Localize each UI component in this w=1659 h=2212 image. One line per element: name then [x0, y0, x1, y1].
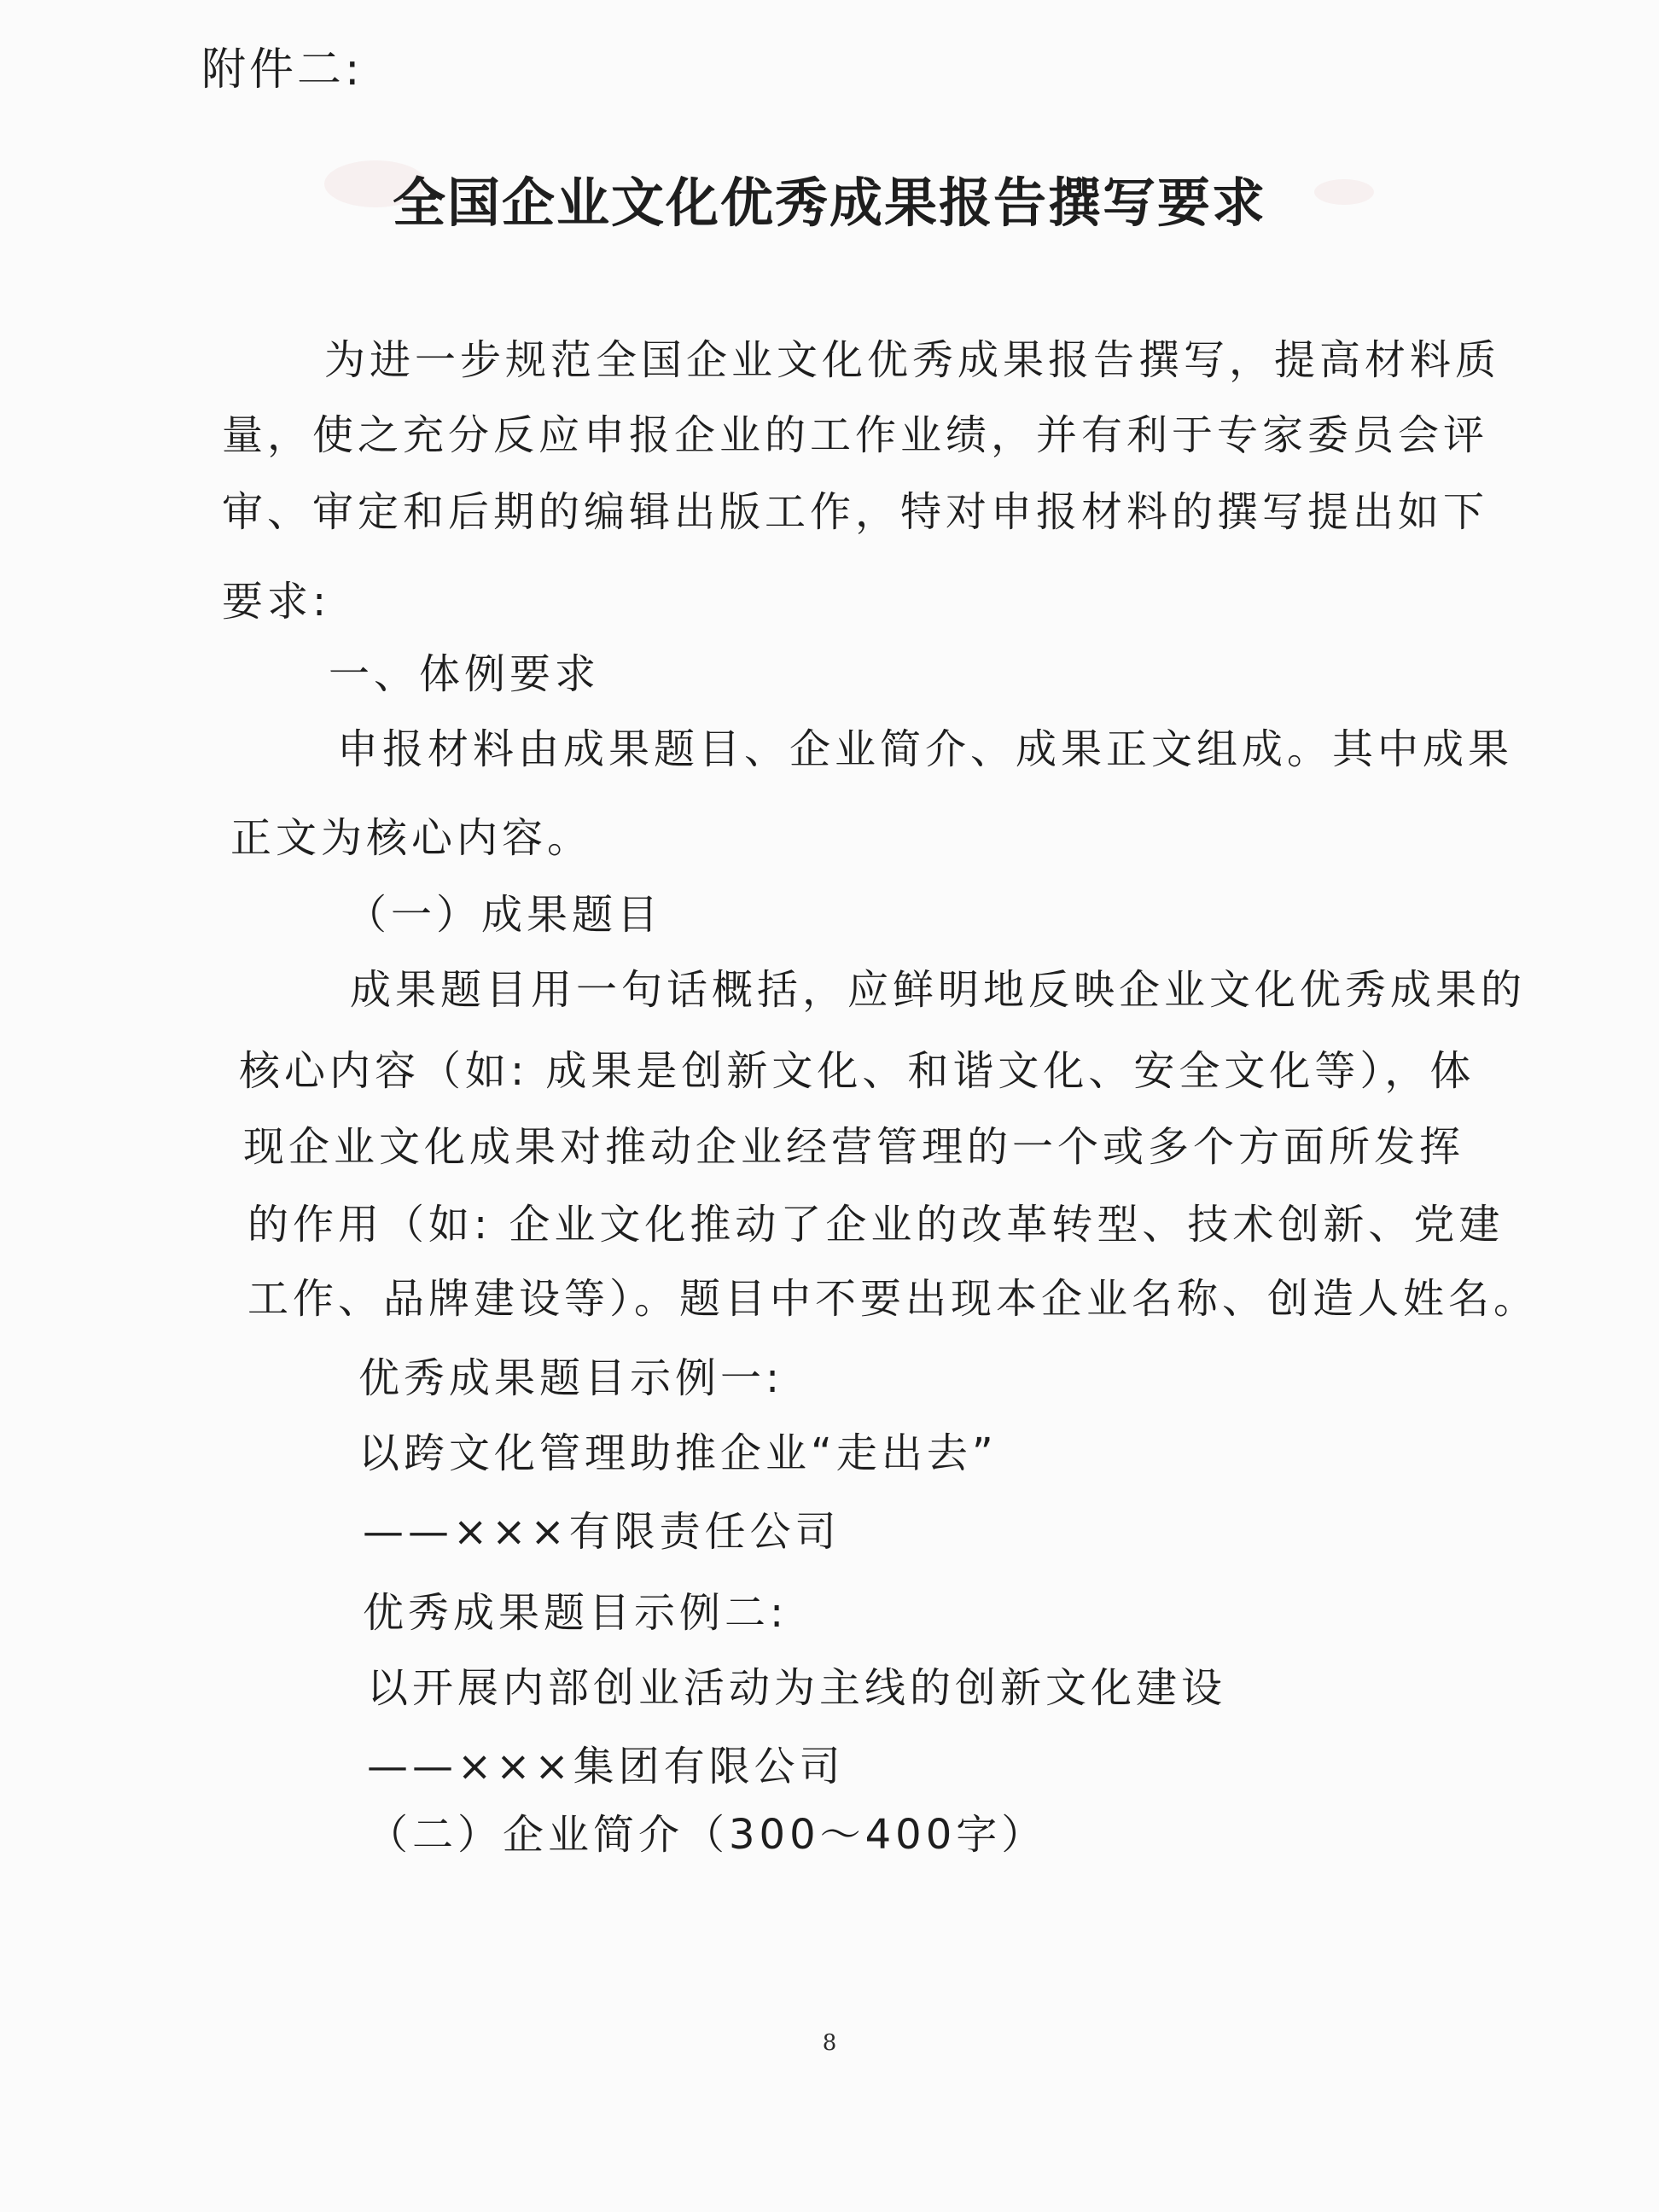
- intro-line: 要求:: [222, 578, 331, 626]
- subsection-text-line: 现企业文化成果对推动企业经营管理的一个或多个方面所发挥: [243, 1123, 1465, 1171]
- intro-line: 量，使之充分反应申报企业的工作业绩，并有利于专家委员会评: [222, 411, 1489, 459]
- subsection-text-line: 工作、品牌建设等）。题目中不要出现本企业名称、创造人姓名。: [247, 1275, 1540, 1323]
- attachment-label: 附件二:: [201, 44, 364, 96]
- example-label: 优秀成果题目示例一:: [358, 1354, 784, 1402]
- section-heading: 一、体例要求: [329, 650, 601, 698]
- intro-line: 审、审定和后期的编辑出版工作，特对申报材料的撰写提出如下: [222, 488, 1489, 536]
- subsection-text-line: 成果题目用一句话概括，应鲜明地反映企业文化优秀成果的: [350, 966, 1527, 1014]
- subsection-text-line: 的作用（如: 企业文化推动了企业的改革转型、技术创新、党建: [247, 1201, 1505, 1249]
- intro-line: 为进一步规范全国企业文化优秀成果报告撰写，提高材料质: [324, 336, 1501, 384]
- example-company: ——×××有限责任公司: [363, 1508, 841, 1556]
- subsection-text-line: 核心内容（如: 成果是创新文化、和谐文化、安全文化等），体: [239, 1047, 1476, 1095]
- document-title: 全国企业文化优秀成果报告撰写要求: [392, 172, 1266, 234]
- example-title: 以跨文化管理助推企业“走出去”: [358, 1429, 998, 1477]
- page-number: 8: [822, 2030, 837, 2056]
- example-title: 以开展内部创业活动为主线的创新文化建设: [367, 1664, 1227, 1712]
- example-label: 优秀成果题目示例二:: [363, 1589, 789, 1637]
- subsection-heading: （二）企业简介（300～400字）: [367, 1811, 1047, 1859]
- section-text-line: 正文为核心内容。: [230, 814, 593, 862]
- example-company: ——×××集团有限公司: [367, 1743, 845, 1790]
- subsection-heading: （一）成果题目: [346, 891, 663, 939]
- section-text-line: 申报材料由成果题目、企业简介、成果正文组成。其中成果: [337, 725, 1514, 773]
